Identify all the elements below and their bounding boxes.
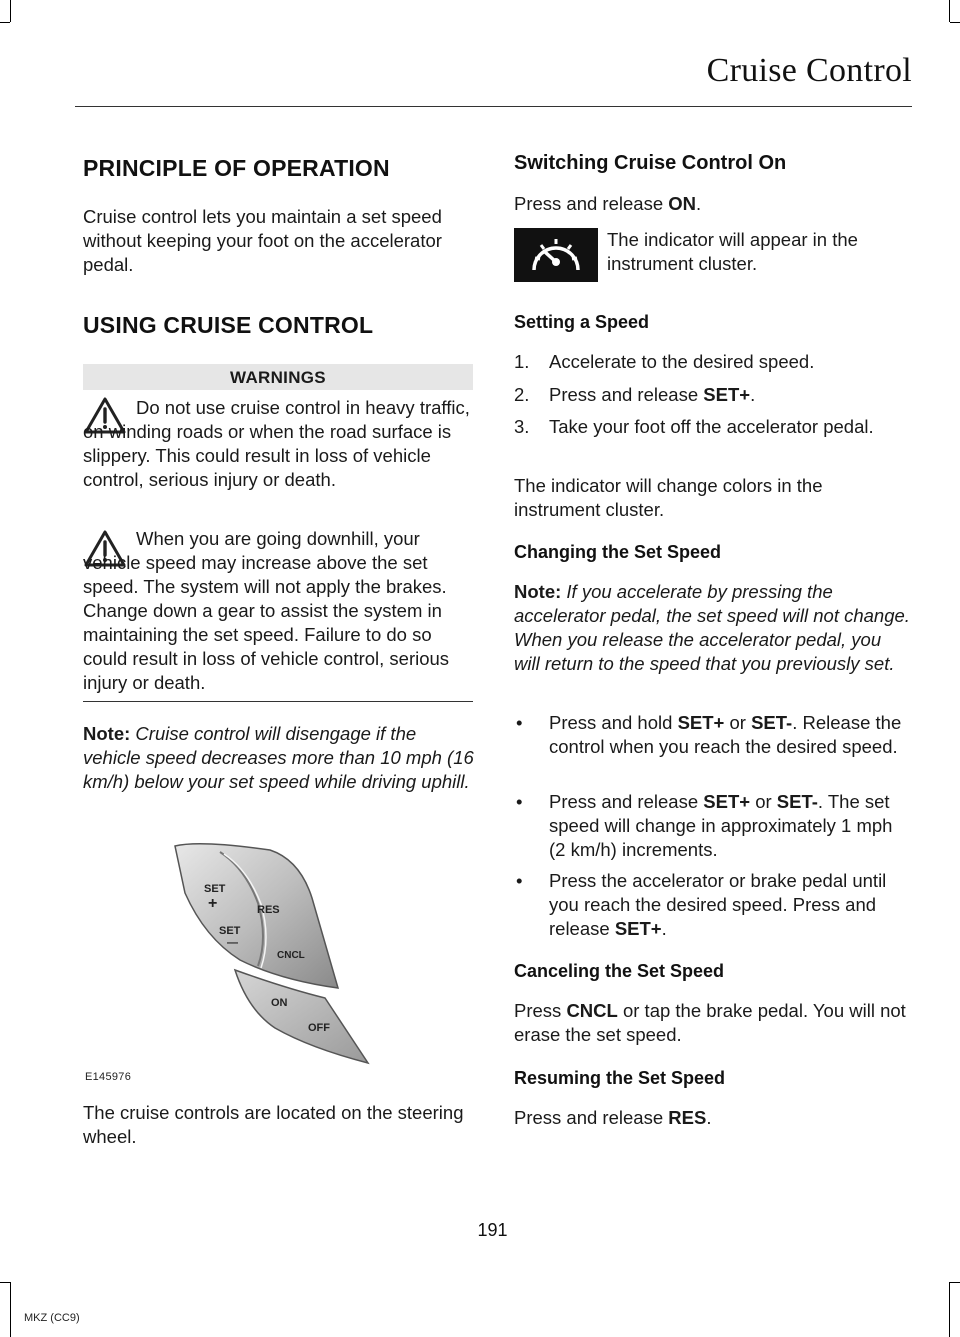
crop-mark (950, 1282, 960, 1283)
bullet-or: or (724, 712, 752, 733)
crop-mark (0, 22, 10, 23)
bullet-or: or (750, 791, 777, 812)
model-code: MKZ (CC9) (24, 1312, 80, 1324)
bullet-text (549, 869, 904, 941)
note-accelerate (514, 580, 910, 676)
bullet-prefix: Press the accelerator or brake pedal until you reach the desired speed. Press and release (549, 870, 887, 939)
set-minus-key: SET- (751, 712, 793, 733)
cncl-label: CNCL (277, 950, 305, 961)
crop-mark (949, 1282, 950, 1337)
crop-mark (949, 0, 950, 22)
bullet-icon: • (516, 791, 523, 812)
cncl-key: CNCL (566, 1000, 618, 1021)
page-title: Cruise Control (706, 52, 912, 89)
heading-canceling-speed: Canceling the Set Speed (514, 961, 725, 981)
page-number: 191 (477, 1220, 508, 1240)
cancel-prefix: Press (514, 1000, 567, 1021)
bullet-text (549, 711, 910, 759)
crop-mark (10, 1282, 11, 1337)
step-text: Accelerate to the desired speed. (549, 351, 815, 372)
bullet-suffix: . Release the control when you reach the desired speed. (549, 712, 902, 757)
header-rule (75, 106, 912, 107)
press-on-prefix: Press and release (514, 193, 669, 214)
on-label: ON (271, 997, 288, 1009)
press-on-suffix: . (696, 193, 702, 214)
bullet-icon: • (516, 712, 523, 733)
list-item (514, 415, 908, 463)
step-text: Take your foot off the accelerator pedal. (549, 416, 874, 437)
plus-sign: + (208, 895, 218, 912)
set-minus-key: SET- (776, 791, 818, 812)
cancel-suffix: or tap the brake pedal. You will not erase the set speed. (514, 1000, 906, 1045)
res-key: RES (668, 1107, 707, 1128)
list-item (514, 790, 910, 862)
heading-changing-speed: Changing the Set Speed (514, 542, 722, 562)
heading-setting-speed: Setting a Speed (514, 312, 650, 332)
heading-switching-on: Switching Cruise Control On (514, 152, 787, 174)
controls-location-text: The cruise controls are located on the steering wheel. (83, 1102, 464, 1147)
bullet-prefix: Press and release (549, 791, 704, 812)
step-suffix: . (750, 384, 756, 405)
list-item (514, 869, 910, 941)
note-label: Note: (514, 581, 562, 602)
bullet-suffix: . (661, 918, 667, 939)
crop-mark (950, 22, 960, 23)
figure-label: E145976 (85, 1071, 132, 1083)
resume-suffix: . (706, 1107, 712, 1128)
on-key: ON (668, 193, 697, 214)
step-prefix: Press and release (549, 384, 704, 405)
set-plus-key: SET+ (677, 712, 725, 733)
step-number: 1. (514, 351, 530, 372)
heading-resuming-speed: Resuming the Set Speed (514, 1068, 726, 1088)
set-plus-key: SET+ (703, 791, 751, 812)
list-item (514, 711, 910, 783)
off-label: OFF (308, 1022, 330, 1034)
cruise-control-buttons-illustration (160, 838, 375, 1070)
page-header (75, 52, 912, 90)
warning-text-1: Do not use cruise control in heavy traffic, on winding roads or when the road surface is slippery. This could result in loss of vehicle control, serious injury or death. (83, 397, 470, 490)
set-minus-label: SET (219, 925, 241, 937)
note-label: Note: (83, 723, 131, 744)
step-number: 2. (514, 384, 530, 405)
indicator-appear-text: The indicator will appear in the instrument cluster. (607, 229, 858, 274)
set-plus-key: SET+ (703, 384, 751, 405)
resume-text (514, 1106, 908, 1130)
step-number: 3. (514, 416, 530, 437)
note-text: If you accelerate by pressing the accelerator pedal, the set speed will not change. When you release the accelerator pedal, you will return to the speed that you previously set. (514, 581, 910, 674)
list-item (514, 383, 908, 407)
set-plus-label: SET (204, 883, 226, 895)
resume-prefix: Press and release (514, 1107, 669, 1128)
warning-text-2: When you are going downhill, your vehicle speed may increase above the set speed. The system will not apply the brakes. Change down a gear to assist the system in maintaining the set speed. Failure to do so could result in loss of vehicle control, serious injury or death. (83, 528, 450, 693)
res-label: RES (257, 904, 280, 916)
press-on-text (514, 192, 908, 216)
indicator-change-text: The indicator will change colors in the instrument cluster. (514, 475, 823, 520)
principle-text: Cruise control lets you maintain a set speed without keeping your foot on the accelerator pedal. (83, 206, 442, 275)
step-text (549, 383, 755, 407)
heading-using-cruise-control: USING CRUISE CONTROL (83, 312, 374, 338)
minus-sign: — (227, 937, 238, 949)
heading-principle-of-operation: PRINCIPLE OF OPERATION (83, 155, 390, 181)
list-item (514, 350, 908, 374)
warnings-rule (83, 701, 473, 702)
set-plus-key: SET+ (614, 918, 662, 939)
bullet-suffix: . The set speed will change in approximately 1 mph (2 km/h) increments. (549, 791, 893, 860)
note-disengage (83, 722, 475, 794)
note-text: Cruise control will disengage if the vehicle speed decreases more than 10 mph (16 km/h) below your set speed while driving uphill. (83, 723, 474, 792)
bullet-icon: • (516, 870, 523, 891)
crop-mark (0, 1282, 10, 1283)
warnings-bar: WARNINGS (83, 364, 473, 390)
cancel-text (514, 999, 908, 1047)
crop-mark (10, 0, 11, 22)
cruise-indicator-icon (514, 228, 598, 282)
bullet-prefix: Press and hold (549, 712, 678, 733)
bullet-text (549, 790, 910, 862)
